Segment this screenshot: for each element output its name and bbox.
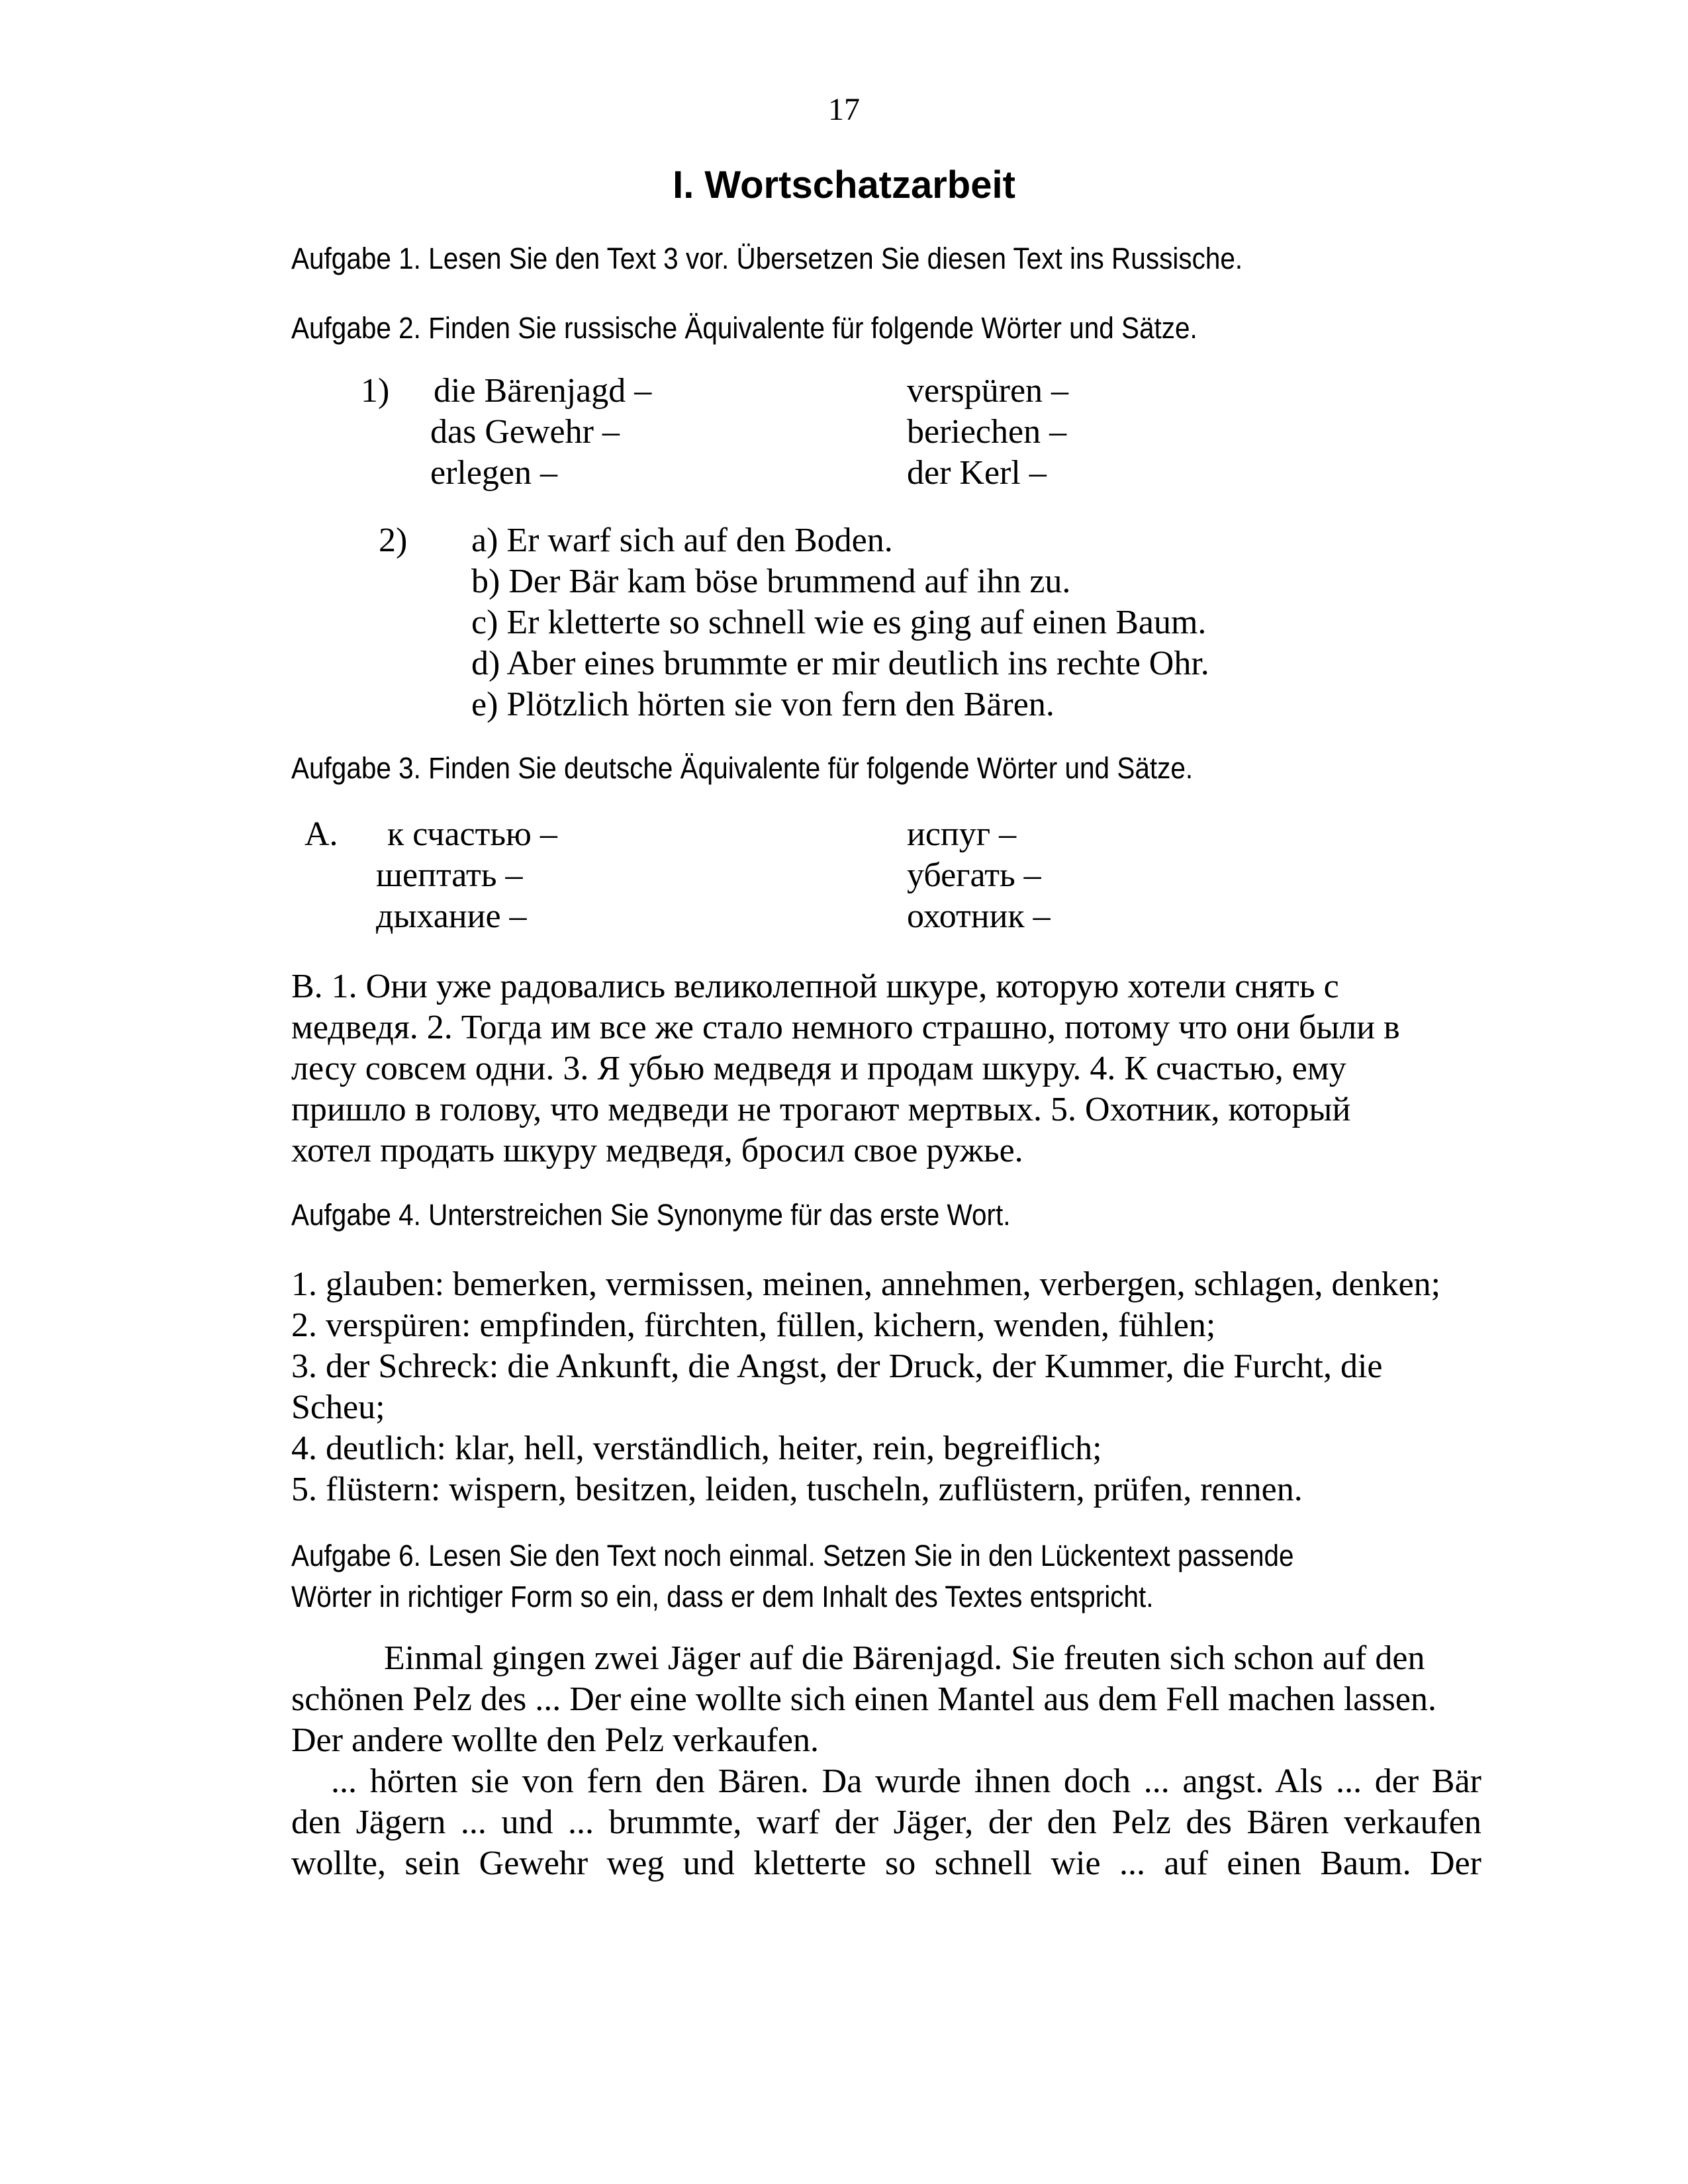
task2-word-left: erlegen – [430, 454, 558, 492]
task3-part-a-marker: A. [305, 815, 338, 853]
gap-text-paragraph [291, 1761, 1481, 1884]
text-line: лесу совсем одни. 3. Я убью медведя и продам шкуру. 4. К счастью, ему [291, 1050, 1346, 1087]
task2-sentence: d) Aber eines brummte er mir deutlich ins rechte Ohr. [471, 645, 1209, 682]
text-line: пришло в голову, что медведи не трогают мертвых. 5. Охотник, который [291, 1091, 1351, 1128]
task2-sentence: c) Er kletterte so schnell wie es ging auf einen Baum. [471, 604, 1207, 641]
gap-text-line: den Jägern ... und ... brummte, warf der Jäger, der den Pelz des Bären verkaufen [291, 1803, 1481, 1841]
task2-word-left: das Gewehr – [430, 413, 620, 451]
task6-heading-line: Wörter in richtiger Form so ein, dass er dem Inhalt des Textes entspricht. [291, 1580, 1154, 1614]
synonym-line: Scheu; [291, 1388, 385, 1426]
task4-heading: Aufgabe 4. Unterstreichen Sie Synonyme für das erste Wort. [291, 1198, 1011, 1232]
task3-word-right: убегать – [907, 856, 1041, 894]
task2-part1-marker: 1) [361, 372, 390, 410]
text-line: В. 1. Они уже радовались великолепной шкуре, которую хотели снять с [291, 968, 1339, 1005]
synonym-line: 2. verspüren: empfinden, fürchten, füllen, kichern, wenden, fühlen; [291, 1306, 1216, 1344]
task6-heading-line: Aufgabe 6. Lesen Sie den Text noch einmal. Setzen Sie in den Lückentext passende [291, 1539, 1294, 1572]
task3-word-right: охотник – [907, 897, 1051, 935]
task3-part-b-paragraph [291, 966, 1496, 1171]
gap-text-line: ... hörten sie von fern den Bären. Da wurde ihnen doch ... angst. Als ... der Bär [331, 1762, 1481, 1800]
task3-word-right: испуг – [907, 815, 1017, 853]
task2-sentence: e) Plötzlich hörten sie von fern den Bären. [471, 686, 1055, 723]
task3-word-left: шептать – [376, 856, 523, 894]
task2-part2-marker: 2) [379, 522, 408, 559]
text-line: медведя. 2. Тогда им все же стало немного страшно, потому что они были в [291, 1009, 1400, 1046]
task2-word-right: verspüren – [907, 372, 1069, 410]
gap-text-line: Der andere wollte den Pelz verkaufen. [291, 1721, 819, 1759]
task2-sentence: b) Der Bär kam böse brummend auf ihn zu. [471, 563, 1071, 600]
task2-heading: Aufgabe 2. Finden Sie russische Äquivalente für folgende Wörter und Sätze. [291, 311, 1197, 345]
task3-word-left: дыхание – [376, 897, 527, 935]
task1-heading: Aufgabe 1. Lesen Sie den Text 3 vor. Übersetzen Sie diesen Text ins Russische. [291, 242, 1243, 275]
task3-word-left: к счастью – [387, 815, 557, 853]
text-line: хотел продать шкуру медведя, бросил свое ружье. [291, 1132, 1023, 1169]
task3-heading: Aufgabe 3. Finden Sie deutsche Äquivalente für folgende Wörter und Sätze. [291, 751, 1194, 785]
synonym-line: 5. flüstern: wispern, besitzen, leiden, tuscheln, zuflüstern, prüfen, rennen. [291, 1471, 1303, 1508]
page-number: 17 [828, 92, 860, 127]
task2-word-right: der Kerl – [907, 454, 1047, 492]
synonym-line: 3. der Schreck: die Ankunft, die Angst, der Druck, der Kummer, die Furcht, die [291, 1347, 1383, 1385]
gap-text-line: Einmal gingen zwei Jäger auf die Bärenjagd. Sie freuten sich schon auf den [384, 1639, 1425, 1677]
section-title: I. Wortschatzarbeit [673, 163, 1015, 206]
gap-text-line: schönen Pelz des ... Der eine wollte sich einen Mantel aus dem Fell machen lassen. [291, 1680, 1436, 1718]
task2-word-left: die Bärenjagd – [434, 372, 652, 410]
synonym-line: 4. deutlich: klar, hell, verständlich, heiter, rein, begreiflich; [291, 1430, 1102, 1467]
task4-synonym-list [291, 1264, 1549, 1510]
task2-word-right: beriechen – [907, 413, 1067, 451]
task2-sentence: a) Er warf sich auf den Boden. [471, 522, 893, 559]
synonym-line: 1. glauben: bemerken, vermissen, meinen, annehmen, verbergen, schlagen, denken; [291, 1265, 1441, 1303]
gap-text-line: wollte, sein Gewehr weg und kletterte so schnell wie ... auf einen Baum. Der [291, 1844, 1481, 1882]
